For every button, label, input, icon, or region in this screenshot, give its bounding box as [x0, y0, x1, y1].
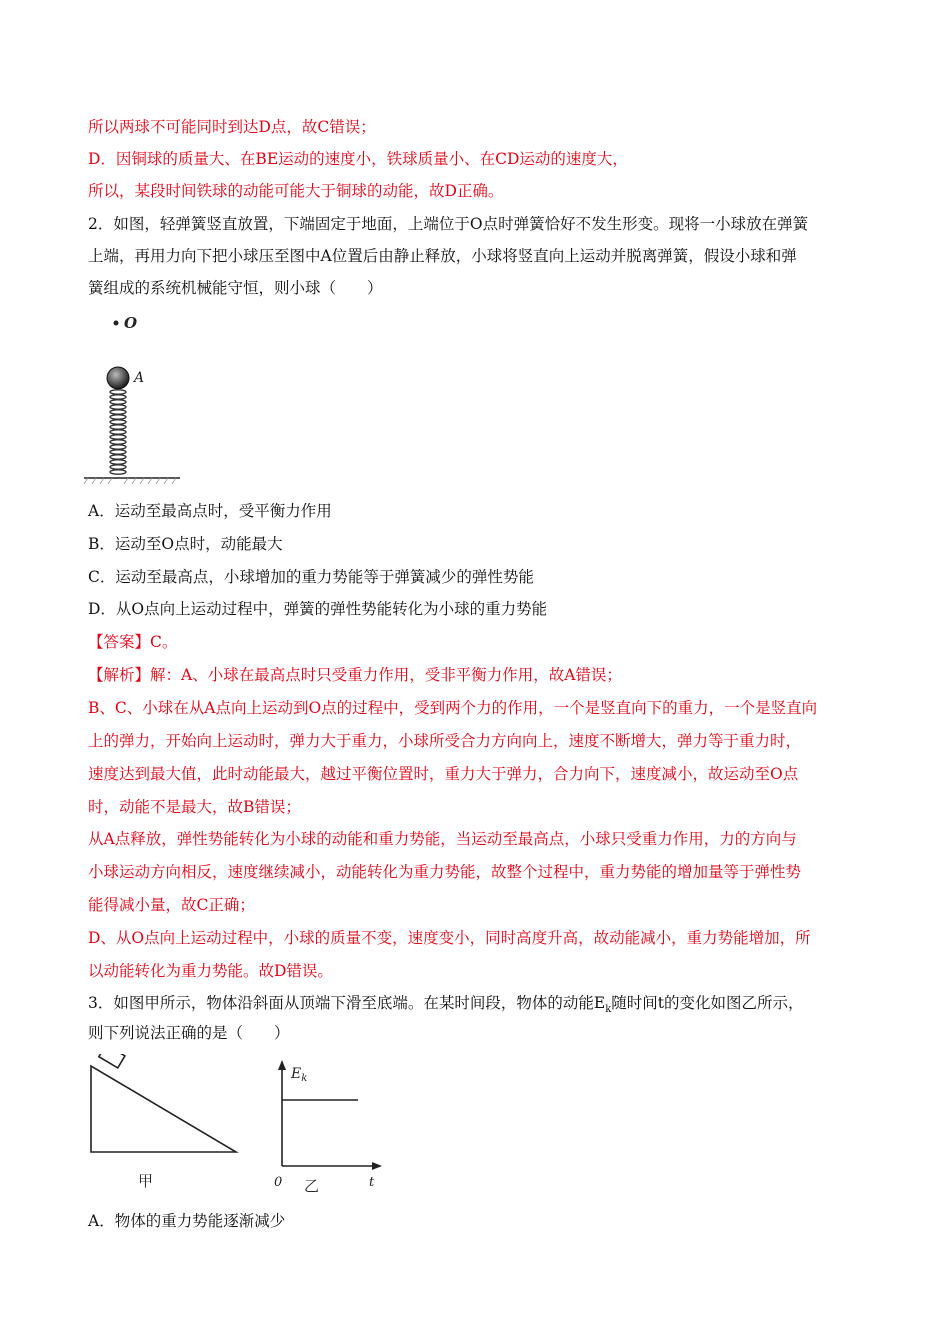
q3-stem-part-b: 随时间t的变化如图乙所示，	[611, 994, 804, 1012]
origin-label: 0	[274, 1175, 283, 1190]
x-axis-arrow	[372, 1162, 382, 1170]
q2-analysis-line-7: 小球运动方向相反，速度继续减小，动能转化为重力势能，故整个过程中，重力势能的增加量等于弹性势	[88, 863, 802, 881]
q3-stem-line-2: 则下列说法正确的是（ ）	[88, 1024, 290, 1042]
q2-analysis-line-1: 【解析】解：A、小球在最高点时只受重力作用，受非平衡力作用，故A错误；	[88, 666, 622, 684]
q2-option-d: D．从O点向上运动过程中，弹簧的弹性势能转化为小球的重力势能	[88, 600, 548, 618]
label-a: A	[134, 370, 145, 386]
q3-option-a: A．物体的重力势能逐渐减少	[88, 1212, 286, 1230]
continuation-line-3: 所以，某段时间铁球的动能可能大于铜球的动能，故D正确。	[88, 182, 504, 200]
q2-analysis-line-5: 时，动能不是最大，故B错误；	[88, 798, 301, 816]
continuation-line-1: 所以两球不可能同时到达D点，故C错误；	[88, 118, 376, 136]
q2-stem-line-3: 簧组成的系统机械能守恒，则小球（ ）	[88, 279, 383, 297]
sliding-block	[99, 1054, 125, 1068]
x-axis-label: t	[369, 1175, 375, 1190]
spring-coil	[110, 390, 126, 474]
label-o: O	[124, 314, 138, 332]
q2-analysis-line-8: 能得减小量，故C正确；	[88, 896, 255, 914]
y-axis-label-main: E	[291, 1066, 302, 1082]
q3-stem-part-a: 3．如图甲所示，物体沿斜面从顶端下滑至底端。在某时间段，物体的动能E	[88, 994, 606, 1012]
q2-option-a: A．运动至最高点时，受平衡力作用	[88, 502, 332, 520]
continuation-line-2: D．因铜球的质量大、在BE运动的速度小，铁球质量小、在CD运动的速度大，	[88, 150, 628, 168]
y-axis-label	[290, 1066, 307, 1084]
q3-stem-line-1	[88, 992, 803, 1021]
q2-analysis-line-6: 从A点释放，弹性势能转化为小球的动能和重力势能，当运动至最高点，小球只受重力作用，力的方向与	[88, 830, 797, 848]
incline-triangle	[91, 1066, 236, 1152]
q2-stem-line-2: 上端，再用力向下把小球压至图中A位置后由静止释放，小球将竖直向上运动并脱离弹簧，假设小球和弹	[88, 247, 797, 265]
q2-answer: 【答案】C。	[88, 633, 178, 651]
caption-jia: 甲	[138, 1172, 154, 1190]
point-o-dot	[114, 321, 119, 326]
q3-stem-subscript: k	[605, 1004, 612, 1016]
caption-yi: 乙	[304, 1177, 320, 1194]
y-axis-label-sub: k	[301, 1073, 308, 1084]
q2-analysis-line-2: B、C、小球在从A点向上运动到O点的过程中，受到两个力的作用，一个是竖直向下的重力，一个是竖直向	[88, 699, 818, 717]
q2-analysis-line-10: 以动能转化为重力势能。故D错误。	[88, 962, 333, 980]
ek-t-graph	[262, 1054, 392, 1194]
q2-option-c: C．运动至最高点，小球增加的重力势能等于弹簧减少的弹性势能	[88, 568, 534, 586]
q2-option-b: B．运动至O点时，动能最大	[88, 535, 283, 553]
y-axis-arrow	[278, 1060, 286, 1070]
q2-analysis-line-9: D、从O点向上运动过程中，小球的质量不变，速度变小，同时高度升高，故动能减小，重力势能增加，所	[88, 929, 811, 947]
q2-analysis-line-3: 上的弹力，开始向上运动时，弹力大于重力，小球所受合力方向向上，速度不断增大，弹力等于重力时，	[88, 732, 802, 750]
q2-stem-line-1: 2．如图，轻弹簧竖直放置，下端固定于地面，上端位于O点时弹簧恰好不发生形变。现将一小球放在弹簧	[88, 215, 809, 233]
ground-hatch	[84, 478, 176, 484]
ball	[107, 367, 129, 389]
q2-analysis-line-4: 速度达到最大值，此时动能最大，越过平衡位置时，重力大于弹力，合力向下，速度减小，故运动至O点	[88, 765, 799, 783]
spring-figure	[82, 306, 182, 486]
incline-figure	[86, 1054, 246, 1194]
